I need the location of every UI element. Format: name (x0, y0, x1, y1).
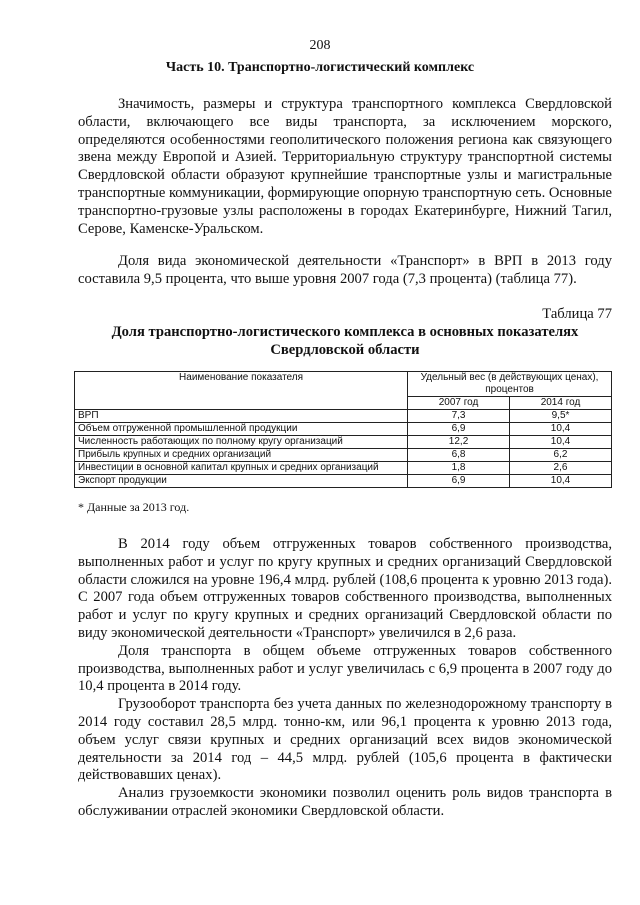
row-value-2007: 6,9 (408, 423, 510, 436)
row-value-2014: 10,4 (510, 475, 612, 488)
row-value-2014: 10,4 (510, 436, 612, 449)
indicators-table (74, 371, 612, 488)
row-value-2007: 7,3 (408, 410, 510, 423)
results-paragraph-1: В 2014 году объем отгруженных товаров собственного производства, выполненных работ и услуг по кругу крупных и средних организаций Свердловской области сложился на уровне 196,4 млрд. рублей (108,6 процента к уровню 2013 года). С 2007 года объем отгруженных товаров собственного производства, выполненных работ и услуг по кругу крупных и средних организаций Свердловской области по виду экономической деятельности «Транспорт» увеличился в 2,6 раза. (78, 536, 612, 641)
table-footnote: * Данные за 2013 год. (78, 500, 190, 514)
header-year-2014: 2014 год (510, 397, 612, 410)
table-row (75, 423, 612, 436)
share-text (78, 253, 612, 289)
header-indicator-name: Наименование показателя (75, 372, 408, 410)
row-value-2007: 12,2 (408, 436, 510, 449)
results-paragraph-3: Грузооборот транспорта без учета данных по железнодорожному транспорту в 2014 году составил 28,5 млрд. тонно-км, или 96,1 процента к уровню 2013 года, объем услуг связи крупных и средних организаций всех видов экономической деятельности за 2014 год – 44,5 млрд. рублей (105,6 процента в фактически действовавших ценах). (78, 696, 612, 784)
table-row (75, 410, 612, 423)
table-title: Доля транспортно-логистического комплекса в основных показателях Свердловской области (111, 324, 579, 358)
header-year-2007: 2007 год (408, 397, 510, 410)
section-title: Часть 10. Транспортно-логистический комплекс (165, 60, 475, 75)
row-name: ВРП (75, 410, 408, 423)
row-value-2014: 6,2 (510, 449, 612, 462)
share-paragraph: Доля вида экономической деятельности «Транспорт» в ВРП в 2013 году составила 9,5 процента, что выше уровня 2007 года (7,3 процента) (таблица 77). (78, 253, 612, 287)
row-value-2007: 6,9 (408, 475, 510, 488)
table-row (75, 436, 612, 449)
intro-paragraph: Значимость, размеры и структура транспортного комплекса Свердловской области, включающего все виды транспорта, за исключением морского, определяются особенностями геополитического положения региона как связующего звена между Европой и Азией. Территориальную структуру транспортной системы Свердловской области образуют крупнейшие транспортные узлы и магистральные транспортные коммуникации, формирующие опорную транспортную сеть. Основные транспортно-грузовые узлы расположены в городах Екатеринбурге, Нижний Тагил, Серове, Каменске-Уральском. (78, 96, 612, 237)
header-share-group: Удельный вес (в действующих ценах), процентов (408, 372, 612, 397)
table-row (75, 462, 612, 475)
table-row (75, 449, 612, 462)
intro-text (78, 96, 612, 238)
row-value-2014: 10,4 (510, 423, 612, 436)
row-name: Численность работающих по полному кругу организаций (75, 436, 408, 449)
page-number: 208 (309, 38, 331, 53)
row-value-2014: 9,5* (510, 410, 612, 423)
row-name: Прибыль крупных и средних организаций (75, 449, 408, 462)
table-row (75, 475, 612, 488)
results-paragraph-4: Анализ грузоемкости экономики позволил оценить роль видов транспорта в обслуживании отраслей экономики Свердловской области. (78, 785, 612, 819)
table-number: Таблица 77 (542, 306, 612, 322)
results-paragraph-2: Доля транспорта в общем объеме отгруженных товаров собственного производства, выполненных работ и услуг увеличилась с 6,9 процента в 2007 году до 10,4 процента в 2014 году. (78, 642, 612, 695)
row-name: Инвестиции в основной капитал крупных и средних организаций (75, 462, 408, 475)
row-name: Объем отгруженной промышленной продукции (75, 423, 408, 436)
row-value-2014: 2,6 (510, 462, 612, 475)
results-text (78, 536, 612, 821)
row-name: Экспорт продукции (75, 475, 408, 488)
row-value-2007: 1,8 (408, 462, 510, 475)
table-header-row (75, 372, 612, 397)
row-value-2007: 6,8 (408, 449, 510, 462)
